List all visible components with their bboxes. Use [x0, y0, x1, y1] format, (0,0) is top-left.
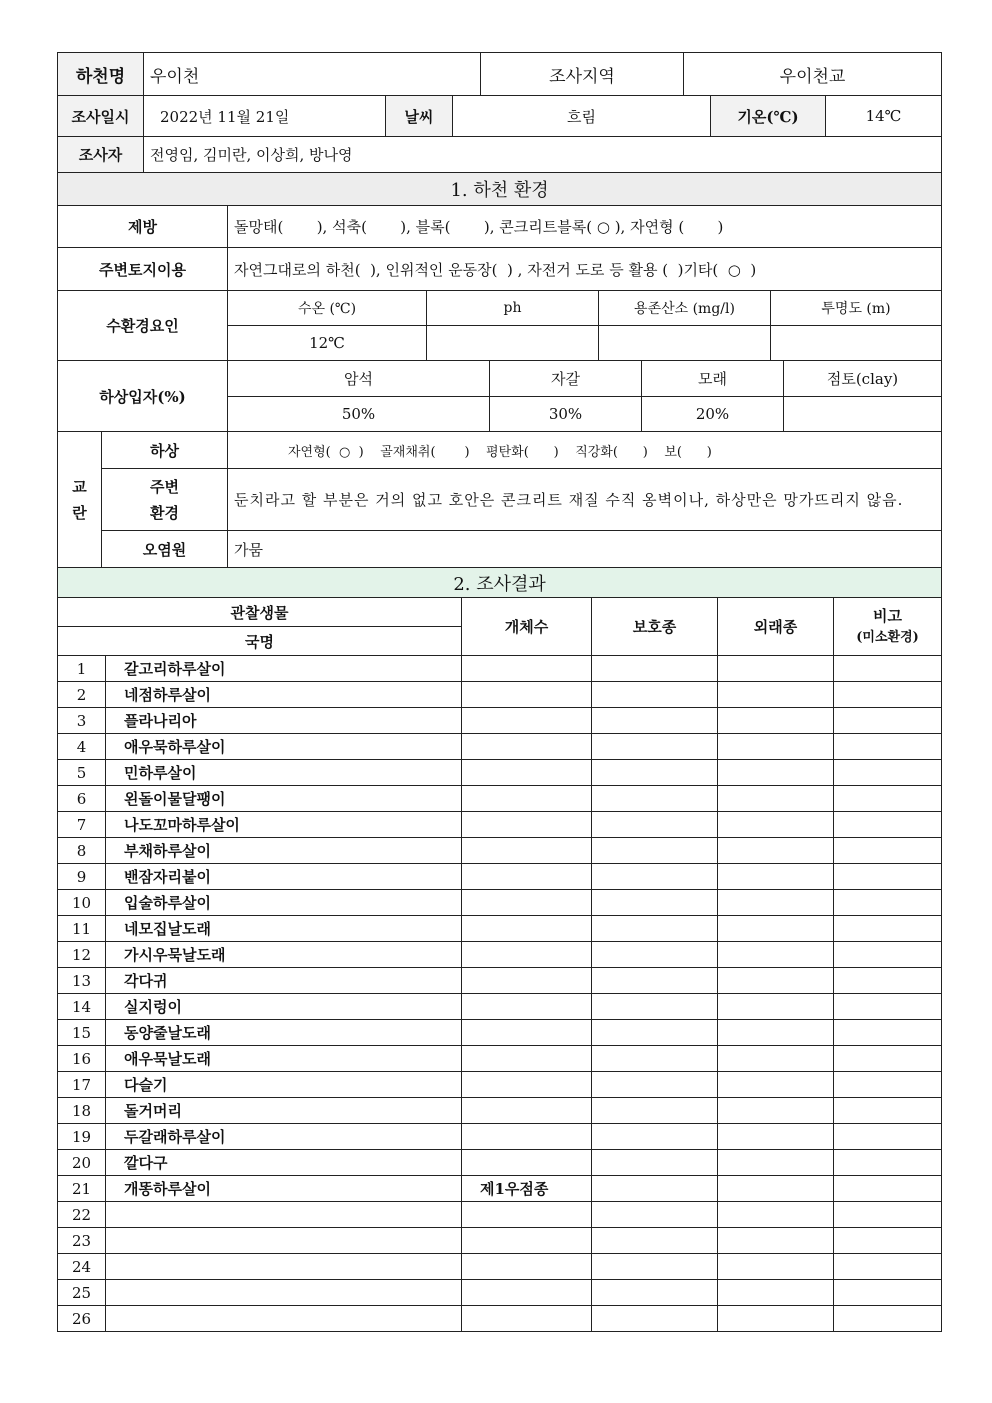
invasive-cell: [718, 916, 834, 942]
invasive-cell: [718, 812, 834, 838]
bed-value: 자연형( ○ ) 골재채취( ) 평탄화( ) 직강화( ) 보( ): [228, 432, 942, 469]
individual-count: [462, 1124, 592, 1150]
table-row: [58, 1020, 942, 1046]
results-table: [57, 567, 942, 1332]
species-name: 다슬기: [106, 1072, 462, 1098]
remark-cell: [834, 1306, 942, 1332]
protected-cell: [592, 994, 718, 1020]
remark-cell: [834, 1280, 942, 1306]
row-number: 18: [58, 1098, 106, 1124]
table-row: [58, 1228, 942, 1254]
individual-count: [462, 942, 592, 968]
protected-cell: [592, 838, 718, 864]
individual-count: [462, 1280, 592, 1306]
individual-count: [462, 1046, 592, 1072]
invasive-cell: [718, 968, 834, 994]
substrate-clay-value: [784, 397, 942, 432]
header-table-3: [57, 136, 942, 173]
table-row: [58, 968, 942, 994]
protected-cell: [592, 656, 718, 682]
protected-cell: [592, 1124, 718, 1150]
invasive-cell: [718, 1046, 834, 1072]
count-header: 개체수: [462, 598, 592, 656]
substrate-gravel-header: 자갈: [490, 361, 642, 397]
individual-count: [462, 760, 592, 786]
protected-cell: [592, 760, 718, 786]
disturbance-label-2: 란: [72, 503, 87, 522]
species-name: [106, 1202, 462, 1228]
protected-cell: [592, 1306, 718, 1332]
individual-count: [462, 656, 592, 682]
species-name: 애우묵날도래: [106, 1046, 462, 1072]
surroundings-label-2: 환경: [150, 503, 179, 522]
water-temp-value: 12℃: [228, 326, 427, 361]
species-name: [106, 1306, 462, 1332]
substrate-sand-header: 모래: [642, 361, 784, 397]
ph-value: [427, 326, 599, 361]
disturbance-table: [57, 431, 942, 568]
row-number: 3: [58, 708, 106, 734]
invasive-cell: [718, 1202, 834, 1228]
water-factors-label: 수환경요인: [58, 291, 228, 361]
table-row: [58, 1046, 942, 1072]
surveyor-label: 조사자: [58, 137, 144, 173]
invasive-cell: [718, 942, 834, 968]
species-name: [106, 1228, 462, 1254]
substrate-rock-header: 암석: [228, 361, 490, 397]
protected-cell: [592, 942, 718, 968]
ph-header: ph: [427, 291, 599, 326]
remark-cell: [834, 1228, 942, 1254]
substrate-label: 하상입자(%): [58, 361, 228, 432]
survey-form: [57, 52, 941, 1332]
table-row: [58, 1098, 942, 1124]
protected-cell: [592, 1020, 718, 1046]
table-row: [58, 656, 942, 682]
row-number: 10: [58, 890, 106, 916]
land-use-value: 자연그대로의 하천( ), 인위적인 운동장( ) , 자전거 도로 등 활용 ( )기타( ○ ): [228, 248, 942, 291]
protected-cell: [592, 682, 718, 708]
row-number: 25: [58, 1280, 106, 1306]
protected-cell: [592, 734, 718, 760]
row-number: 7: [58, 812, 106, 838]
species-name: 왼돌이물달팽이: [106, 786, 462, 812]
bed-label: 하상: [102, 432, 228, 469]
protected-cell: [592, 786, 718, 812]
korean-name-header: 국명: [58, 627, 462, 656]
env-table: [57, 172, 942, 361]
table-row: [58, 1150, 942, 1176]
table-row: [58, 734, 942, 760]
area-value: 우이천교: [684, 53, 942, 96]
remark-cell: [834, 812, 942, 838]
protected-cell: [592, 1176, 718, 1202]
protected-cell: [592, 1228, 718, 1254]
organism-header: 관찰생물: [58, 598, 462, 627]
species-name: 개똥하루살이: [106, 1176, 462, 1202]
table-row: [58, 1254, 942, 1280]
invasive-cell: [718, 1306, 834, 1332]
protected-cell: [592, 890, 718, 916]
temp-label: 기온(℃): [711, 96, 826, 137]
species-name: 돌거머리: [106, 1098, 462, 1124]
remark-cell: [834, 1098, 942, 1124]
table-row: [58, 786, 942, 812]
row-number: 14: [58, 994, 106, 1020]
individual-count: [462, 864, 592, 890]
protected-cell: [592, 1280, 718, 1306]
individual-count: 제1우점종: [462, 1176, 592, 1202]
row-number: 4: [58, 734, 106, 760]
species-name: [106, 1254, 462, 1280]
substrate-clay-header: 점토(clay): [784, 361, 942, 397]
invasive-cell: [718, 1254, 834, 1280]
row-number: 22: [58, 1202, 106, 1228]
invasive-cell: [718, 838, 834, 864]
invasive-cell: [718, 682, 834, 708]
weather-label: 날씨: [386, 96, 453, 137]
river-label: 하천명: [58, 53, 144, 96]
remark-cell: [834, 708, 942, 734]
individual-count: [462, 708, 592, 734]
table-row: [58, 708, 942, 734]
table-row: [58, 942, 942, 968]
remark-header-sub: (미소환경): [856, 629, 919, 645]
water-temp-header: 수온 (℃): [228, 291, 427, 326]
remark-cell: [834, 1020, 942, 1046]
protected-header: 보호종: [592, 598, 718, 656]
remark-cell: [834, 864, 942, 890]
remark-cell: [834, 1176, 942, 1202]
species-name: 민하루살이: [106, 760, 462, 786]
species-name: 갈고리하루살이: [106, 656, 462, 682]
species-name: 깔다구: [106, 1150, 462, 1176]
invasive-cell: [718, 1124, 834, 1150]
levee-label: 제방: [58, 206, 228, 248]
table-row: [58, 864, 942, 890]
protected-cell: [592, 1254, 718, 1280]
invasive-cell: [718, 1228, 834, 1254]
table-row: [58, 1176, 942, 1202]
remark-cell: [834, 1046, 942, 1072]
remark-cell: [834, 838, 942, 864]
substrate-gravel-value: 30%: [490, 397, 642, 432]
individual-count: [462, 786, 592, 812]
individual-count: [462, 1306, 592, 1332]
remark-header-title: 비고: [873, 606, 903, 625]
invasive-cell: [718, 890, 834, 916]
protected-cell: [592, 1098, 718, 1124]
species-name: 애우묵하루살이: [106, 734, 462, 760]
row-number: 23: [58, 1228, 106, 1254]
row-number: 13: [58, 968, 106, 994]
invasive-cell: [718, 864, 834, 890]
species-name: 네점하루살이: [106, 682, 462, 708]
species-name: 네모집날도래: [106, 916, 462, 942]
remark-cell: [834, 682, 942, 708]
row-number: 20: [58, 1150, 106, 1176]
do-header: 용존산소 (mg/l): [599, 291, 771, 326]
results-section-title: 2. 조사결과: [58, 568, 942, 598]
surroundings-label-1: 주변: [150, 477, 179, 496]
invasive-cell: [718, 1098, 834, 1124]
individual-count: [462, 1098, 592, 1124]
disturbance-label-1: 교: [72, 477, 87, 496]
individual-count: [462, 1150, 592, 1176]
row-number: 26: [58, 1306, 106, 1332]
weather-value: 흐림: [453, 96, 711, 137]
invasive-cell: [718, 1020, 834, 1046]
remark-cell: [834, 1150, 942, 1176]
invasive-cell: [718, 994, 834, 1020]
invasive-cell: [718, 1280, 834, 1306]
header-table-1: [57, 52, 942, 96]
invasive-cell: [718, 734, 834, 760]
pollution-value: 가뭄: [228, 531, 942, 568]
table-row: [58, 890, 942, 916]
row-number: 5: [58, 760, 106, 786]
remark-cell: [834, 1124, 942, 1150]
individual-count: [462, 1228, 592, 1254]
remark-cell: [834, 994, 942, 1020]
species-name: 플라나리아: [106, 708, 462, 734]
species-name: 두갈래하루살이: [106, 1124, 462, 1150]
table-row: [58, 1280, 942, 1306]
river-value: 우이천: [144, 53, 481, 96]
row-number: 1: [58, 656, 106, 682]
individual-count: [462, 812, 592, 838]
row-number: 19: [58, 1124, 106, 1150]
invasive-cell: [718, 786, 834, 812]
surroundings-value: 둔치라고 할 부분은 거의 없고 호안은 콘크리트 재질 수직 옹벽이나, 하상만은 망가뜨리지 않음.: [228, 469, 942, 531]
table-row: [58, 1202, 942, 1228]
transparency-value: [771, 326, 942, 361]
results-body: [58, 656, 942, 1332]
invasive-cell: [718, 1176, 834, 1202]
protected-cell: [592, 1072, 718, 1098]
row-number: 11: [58, 916, 106, 942]
transparency-header: 투명도 (m): [771, 291, 942, 326]
row-number: 16: [58, 1046, 106, 1072]
area-label: 조사지역: [481, 53, 684, 96]
row-number: 15: [58, 1020, 106, 1046]
individual-count: [462, 916, 592, 942]
species-name: 가시우묵날도래: [106, 942, 462, 968]
substrate-table: [57, 360, 942, 432]
individual-count: [462, 682, 592, 708]
species-name: 나도꼬마하루살이: [106, 812, 462, 838]
protected-cell: [592, 968, 718, 994]
invasive-cell: [718, 708, 834, 734]
protected-cell: [592, 708, 718, 734]
remark-cell: [834, 760, 942, 786]
remark-cell: [834, 1202, 942, 1228]
levee-value: 돌망태( ), 석축( ), 블록( ), 콘크리트블록( ○ ), 자연형 ( ): [228, 206, 942, 248]
temp-value: 14℃: [826, 96, 942, 137]
row-number: 24: [58, 1254, 106, 1280]
remark-cell: [834, 734, 942, 760]
protected-cell: [592, 1202, 718, 1228]
table-row: [58, 682, 942, 708]
table-row: [58, 812, 942, 838]
invasive-cell: [718, 760, 834, 786]
species-name: 실지렁이: [106, 994, 462, 1020]
table-row: [58, 760, 942, 786]
species-name: 각다귀: [106, 968, 462, 994]
individual-count: [462, 994, 592, 1020]
protected-cell: [592, 1150, 718, 1176]
surroundings-label: [102, 469, 228, 531]
invasive-header: 외래종: [718, 598, 834, 656]
remark-cell: [834, 916, 942, 942]
row-number: 8: [58, 838, 106, 864]
invasive-cell: [718, 1150, 834, 1176]
individual-count: [462, 968, 592, 994]
do-value: [599, 326, 771, 361]
remark-cell: [834, 968, 942, 994]
table-row: [58, 838, 942, 864]
individual-count: [462, 1202, 592, 1228]
table-row: [58, 1124, 942, 1150]
surveyor-value: 전영임, 김미란, 이상희, 방나영: [144, 137, 942, 173]
substrate-rock-value: 50%: [228, 397, 490, 432]
species-name: 입술하루살이: [106, 890, 462, 916]
individual-count: [462, 734, 592, 760]
protected-cell: [592, 1046, 718, 1072]
header-table-2: [57, 95, 942, 137]
row-number: 17: [58, 1072, 106, 1098]
substrate-sand-value: 20%: [642, 397, 784, 432]
individual-count: [462, 1020, 592, 1046]
row-number: 9: [58, 864, 106, 890]
land-use-label: 주변토지이용: [58, 248, 228, 291]
individual-count: [462, 838, 592, 864]
species-name: 밴잠자리붙이: [106, 864, 462, 890]
row-number: 2: [58, 682, 106, 708]
row-number: 12: [58, 942, 106, 968]
table-row: [58, 1306, 942, 1332]
disturbance-label: [58, 432, 102, 568]
row-number: 21: [58, 1176, 106, 1202]
remark-header: [834, 598, 942, 656]
table-row: [58, 994, 942, 1020]
protected-cell: [592, 916, 718, 942]
invasive-cell: [718, 656, 834, 682]
env-section-title: 1. 하천 환경: [58, 173, 942, 206]
protected-cell: [592, 864, 718, 890]
remark-cell: [834, 942, 942, 968]
remark-cell: [834, 1254, 942, 1280]
row-number: 6: [58, 786, 106, 812]
remark-cell: [834, 890, 942, 916]
table-row: [58, 1072, 942, 1098]
invasive-cell: [718, 1072, 834, 1098]
individual-count: [462, 1072, 592, 1098]
date-label: 조사일시: [58, 96, 144, 137]
individual-count: [462, 890, 592, 916]
date-value: 2022년 11월 21일: [144, 96, 386, 137]
species-name: 동양줄날도래: [106, 1020, 462, 1046]
remark-cell: [834, 1072, 942, 1098]
table-row: [58, 916, 942, 942]
remark-cell: [834, 656, 942, 682]
protected-cell: [592, 812, 718, 838]
pollution-label: 오염원: [102, 531, 228, 568]
individual-count: [462, 1254, 592, 1280]
species-name: 부채하루살이: [106, 838, 462, 864]
remark-cell: [834, 786, 942, 812]
species-name: [106, 1280, 462, 1306]
